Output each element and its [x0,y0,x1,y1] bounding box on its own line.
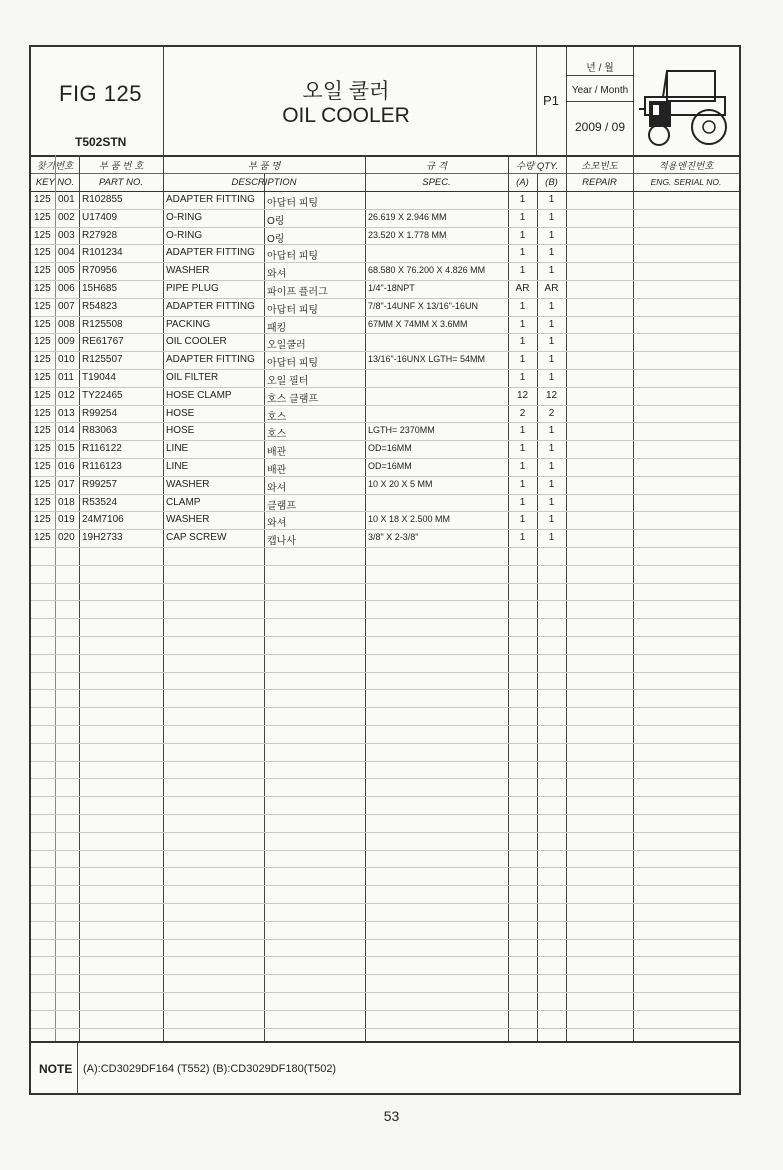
header-repair-en: REPAIR [582,177,617,188]
row-fig: 125 [34,211,51,223]
title-korean: 오일 쿨러 [302,80,390,103]
table-row [31,316,739,335]
table-row [31,209,739,228]
row-key: 016 [58,461,75,472]
row-description-ko: 호스 [267,411,287,423]
row-description-en: ADAPTER FITTING [166,300,255,312]
row-qty-b: 1 [548,211,555,223]
row-part-no: R53524 [82,496,118,508]
header-key-ko: 찾기번호 [36,161,74,172]
row-spec: 13/16"-16UNX LGTH= 54MM [368,354,485,365]
parts-sheet [29,45,741,1095]
row-part-no: R99257 [82,478,118,490]
row-spec: 10 X 20 X 5 MM [368,478,433,489]
row-key: 015 [58,443,75,455]
row-description-en: ADAPTER FITTING [166,194,255,205]
row-qty-a: 1 [519,478,526,490]
header-repair-ko: 소모빈도 [581,161,618,172]
empty-row [31,547,739,566]
row-fig: 125 [34,532,51,544]
title-english: OIL COOLER [282,104,410,127]
row-qty-a: 1 [519,318,526,330]
row-qty-b: AR [544,283,559,294]
row-fig: 125 [34,496,51,508]
row-description-ko: 오일 필터 [267,376,309,387]
row-fig: 125 [34,443,51,455]
row-key: 004 [58,247,75,259]
row-description-en: LINE [166,461,189,472]
row-spec: 67MM X 74MM X 3.6MM [368,318,468,329]
row-description-ko: 와셔 [267,482,287,494]
table-row [31,351,739,370]
row-key: 006 [58,283,75,294]
row-qty-b: 1 [548,336,555,348]
row-description-en: ADAPTER FITTING [166,354,255,366]
table-row [31,280,739,299]
header-part-en: PART NO. [99,177,143,188]
row-description-en: OIL COOLER [166,336,227,348]
row-fig: 125 [34,265,51,277]
row-key: 013 [58,407,75,419]
table-row [31,387,739,406]
row-spec: 68.580 X 76.200 X 4.826 MM [368,265,486,276]
row-key: 012 [58,389,75,401]
row-description-ko: 오일쿨러 [267,340,306,352]
row-fig: 125 [34,194,51,205]
header-serial-en: ENG. SERIAL NO. [650,177,722,187]
row-description-ko: 배관 [267,447,287,459]
row-qty-a: 1 [519,372,526,383]
table-row [31,511,739,530]
row-part-no: R101234 [82,247,123,259]
row-part-no: R99254 [82,407,118,419]
row-description-en: WASHER [166,514,210,526]
row-fig: 125 [34,283,51,294]
empty-row [31,618,739,637]
row-key: 003 [58,229,75,241]
header-desc-en: DESCRIPTION [231,177,297,188]
row-key: 017 [58,478,75,490]
row-key: 020 [58,532,75,544]
row-description-en: WASHER [166,265,210,277]
row-qty-b: 1 [548,514,555,526]
table-row [31,191,739,210]
row-qty-a: 1 [519,443,526,455]
row-part-no: R54823 [82,300,118,312]
row-qty-a: 1 [519,461,526,472]
row-qty-a: 1 [519,300,526,312]
row-key: 005 [58,265,75,277]
figure-number: FIG 125 [59,81,142,106]
row-spec: 7/8"-14UNF X 13/16"-16UN [368,300,478,311]
row-qty-a: 1 [519,211,526,223]
row-qty-b: 12 [545,389,558,401]
empty-row [31,992,739,1011]
table-row [31,244,739,263]
divider [633,47,634,155]
divider [566,101,633,102]
row-qty-a: 1 [519,265,526,277]
row-key: 007 [58,300,75,312]
row-qty-a: 2 [519,407,526,419]
row-qty-b: 1 [548,496,555,508]
row-fig: 125 [34,229,51,241]
row-description-ko: 패킹 [267,322,287,334]
row-qty-a: AR [515,283,530,294]
row-fig: 125 [34,247,51,259]
row-qty-b: 1 [548,443,555,455]
row-qty-b: 1 [548,229,555,241]
row-key: 011 [58,372,74,383]
row-description-en: WASHER [166,478,210,490]
row-part-no: R125507 [82,354,123,366]
empty-row [31,867,739,886]
row-qty-a: 1 [519,336,526,348]
table-row [31,227,739,246]
row-spec: 26.619 X 2.946 MM [368,211,447,222]
header-desc-ko: 부 품 명 [247,161,281,172]
empty-row [31,974,739,993]
header-qty-a: (A) [516,177,529,188]
row-key: 014 [58,425,75,437]
header-serial-ko: 적용엔진번호 [658,161,714,172]
row-fig: 125 [34,336,51,348]
note-label: NOTE [39,1062,73,1076]
row-description-ko: 아답터 피팅 [267,198,319,209]
empty-row [31,939,739,958]
tractor-icon [637,57,735,147]
note-text: (A):CD3029DF164 (T552) (B):CD3029DF180(T502) [83,1063,337,1075]
row-spec: 23.520 X 1.778 MM [368,229,447,240]
empty-row [31,636,739,655]
empty-row [31,761,739,780]
row-description-en: O-RING [166,211,203,223]
table-row [31,333,739,352]
empty-row [31,707,739,726]
row-description-ko: O링 [267,233,285,245]
empty-row [31,814,739,833]
empty-row [31,796,739,815]
empty-row [31,565,739,584]
row-description-en: HOSE [166,425,195,437]
table-row [31,529,739,548]
empty-row [31,956,739,975]
row-qty-a: 1 [519,247,526,259]
row-qty-a: 1 [519,514,526,526]
page-code: P1 [543,93,559,108]
empty-row [31,689,739,708]
empty-row [31,600,739,619]
empty-row [31,725,739,744]
row-description-en: PIPE PLUG [166,283,219,294]
header-key-en: KEY NO. [35,177,75,188]
row-fig: 125 [34,425,51,437]
row-part-no: U17409 [82,211,118,223]
row-spec: 3/8" X 2-3/8" [368,532,419,543]
empty-row [31,583,739,602]
row-qty-a: 1 [519,354,526,366]
row-key: 019 [58,514,75,526]
row-description-en: HOSE [166,407,195,419]
page-number: 53 [383,1108,400,1124]
table-row [31,369,739,388]
row-description-en: OIL FILTER [166,372,219,383]
row-description-ko: 아답터 피팅 [267,304,319,316]
header-qty: 수량 QTY. [515,161,559,172]
divider [77,1043,78,1095]
row-description-ko: 호스 클램프 [267,393,319,405]
row-fig: 125 [34,354,51,366]
row-qty-b: 1 [548,425,555,437]
table-row [31,262,739,281]
row-description-en: CLAMP [166,496,201,508]
row-part-no: R116123 [82,461,122,472]
row-part-no: 19H2733 [82,532,123,544]
row-description-ko: 배관 [267,465,287,476]
row-key: 008 [58,318,75,330]
table-row [31,405,739,424]
row-key: 018 [58,496,75,508]
row-qty-a: 1 [519,194,526,205]
row-description-ko: 클램프 [267,500,296,512]
empty-row [31,743,739,762]
row-description-ko: O링 [267,215,285,227]
row-spec: 1/4"-18NPT [368,283,415,293]
row-part-no: R116122 [82,443,122,455]
row-fig: 125 [34,300,51,312]
row-qty-b: 2 [548,407,555,419]
empty-row [31,778,739,797]
row-spec: 10 X 18 X 2.500 MM [368,514,451,525]
row-part-no: R27928 [82,229,118,241]
row-spec: LGTH= 2370MM [368,425,435,436]
row-description-en: CAP SCREW [166,532,227,544]
row-fig: 125 [34,372,51,383]
empty-row [31,921,739,940]
row-qty-b: 1 [548,478,555,490]
row-part-no: R83063 [82,425,118,437]
row-spec: OD=16MM [368,443,412,454]
row-key: 001 [58,194,75,205]
row-part-no: 24M7106 [82,514,124,526]
row-qty-a: 1 [519,496,526,508]
row-description-ko: 아답터 피팅 [267,251,319,263]
row-fig: 125 [34,318,51,330]
row-key: 010 [58,354,75,366]
row-fig: 125 [34,461,51,472]
header-spec-ko: 규 격 [426,161,447,172]
year-month-value: 2009 / 09 [574,120,626,134]
row-part-no: T19044 [82,372,116,383]
note-box [31,1041,739,1095]
row-description-en: PACKING [166,318,211,330]
row-qty-b: 1 [548,354,555,366]
model-name: T502STN [75,135,127,149]
empty-row [31,850,739,869]
row-part-no: R70956 [82,265,118,277]
row-qty-b: 1 [548,461,555,472]
row-description-ko: 캡나사 [267,536,296,548]
divider [566,75,633,76]
row-qty-b: 1 [548,300,555,312]
row-part-no: 15H685 [82,283,118,294]
header-spec-en: SPEC. [422,177,451,188]
row-qty-a: 1 [519,425,526,437]
row-description-ko: 파이프 플러그 [267,287,328,298]
row-description-ko: 호스 [267,429,287,441]
table-row [31,458,739,477]
row-fig: 125 [34,514,51,526]
row-key: 002 [58,211,75,223]
empty-row [31,903,739,922]
row-part-no: RE61767 [82,336,124,348]
row-fig: 125 [34,407,51,419]
row-part-no: TY22465 [82,389,123,401]
row-qty-a: 12 [516,389,529,401]
row-part-no: R102855 [82,194,123,205]
row-qty-a: 1 [519,229,526,241]
row-fig: 125 [34,478,51,490]
row-part-no: R125508 [82,318,123,330]
table-row [31,494,739,513]
row-description-en: HOSE CLAMP [166,389,232,401]
sheet-header [31,47,739,157]
row-qty-b: 1 [548,194,555,205]
row-description-en: O-RING [166,229,203,241]
table-row [31,476,739,495]
row-description-ko: 아답터 피팅 [267,358,319,370]
row-qty-b: 1 [548,372,555,383]
row-description-ko: 와셔 [267,518,287,530]
table-row [31,298,739,317]
row-qty-b: 1 [548,532,555,544]
row-qty-b: 1 [548,318,555,330]
row-spec: OD=16MM [368,461,412,471]
row-qty-b: 1 [548,247,555,259]
header-qty-b: (B) [545,177,558,188]
table-row [31,440,739,459]
year-month-label-en: Year / Month [571,85,629,96]
row-fig: 125 [34,389,51,401]
row-key: 009 [58,336,75,348]
row-qty-a: 1 [519,532,526,544]
header-part-ko: 부 품 번 호 [98,161,144,172]
empty-row [31,832,739,851]
empty-row [31,654,739,673]
empty-row [31,672,739,691]
empty-row [31,1010,739,1029]
empty-row [31,885,739,904]
row-description-en: LINE [166,443,189,455]
year-month-label-ko: 년 / 월 [586,63,614,74]
row-qty-b: 1 [548,265,555,277]
row-description-ko: 와셔 [267,269,287,281]
table-row [31,422,739,441]
row-description-en: ADAPTER FITTING [166,247,255,259]
